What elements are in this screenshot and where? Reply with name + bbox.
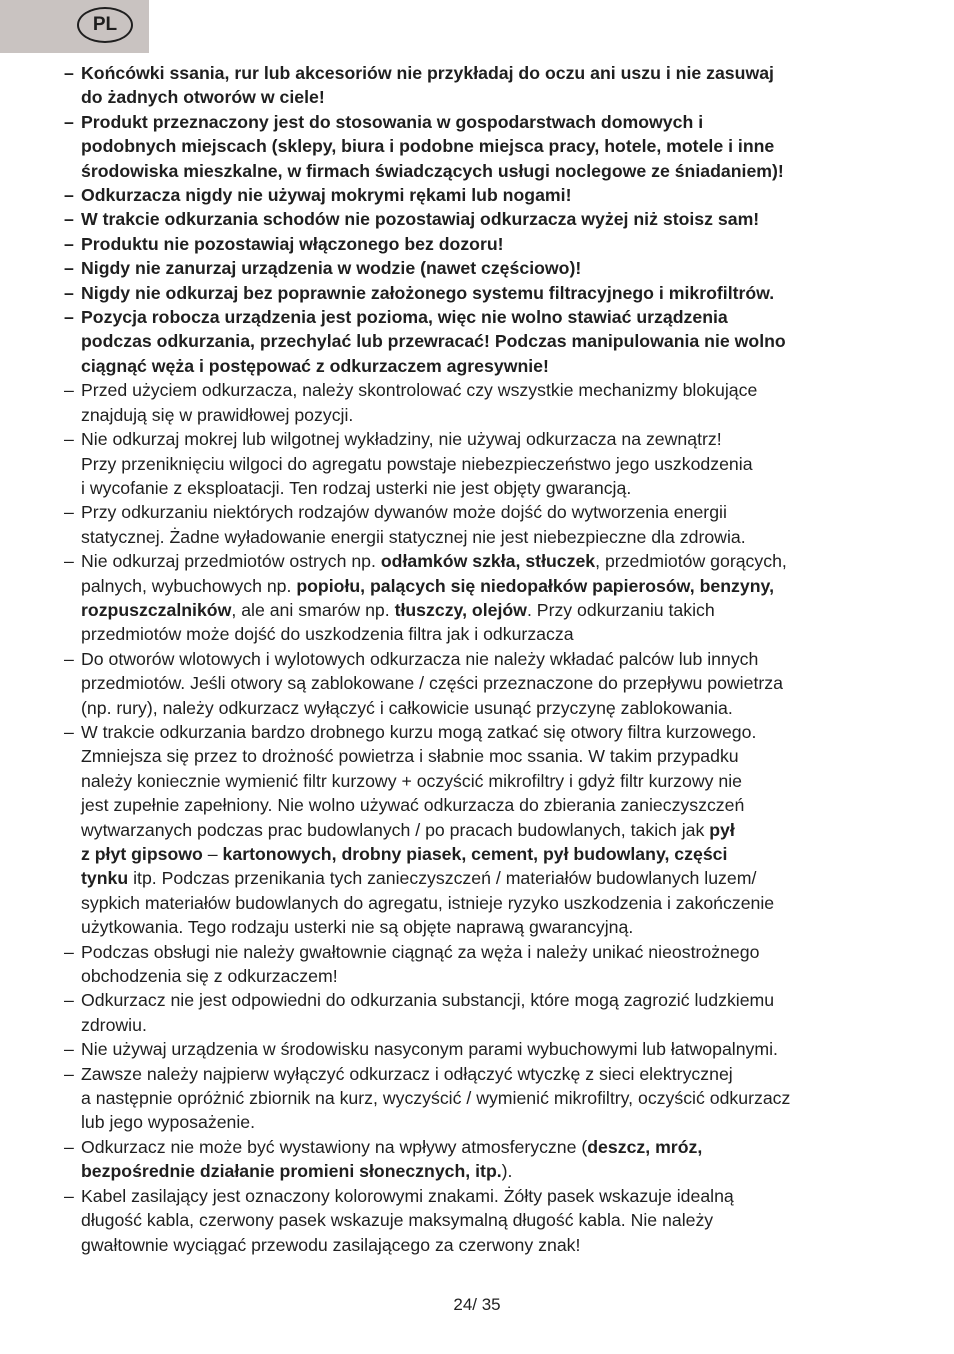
list-dash: – (64, 307, 74, 328)
list-dash: – (64, 941, 74, 962)
instruction-item (64, 305, 910, 378)
text-segment: Odkurzacza nigdy nie używaj mokrymi rękami lub nogami! (81, 185, 572, 206)
instruction-line (81, 598, 910, 622)
text-segment: użytkowania. Tego rodzaju usterki nie są objęte naprawą gwarancyjną. (81, 917, 634, 938)
instruction-line (81, 110, 910, 134)
text-segment: Przy odkurzaniu niektórych rodzajów dywanów może dojść do wytworzenia energii (81, 502, 727, 523)
list-dash: – (64, 233, 74, 254)
instruction-item (64, 1184, 910, 1257)
text-segment: zdrowiu. (81, 1014, 147, 1035)
instruction-line (81, 622, 910, 646)
text-segment: Nigdy nie odkurzaj bez poprawnie założonego systemu filtracyjnego i mikrofiltrów. (81, 282, 775, 303)
instruction-line (81, 720, 910, 744)
instruction-item (64, 720, 910, 940)
list-dash: – (64, 63, 74, 83)
text-segment: obchodzenia się z odkurzaczem! (81, 966, 338, 987)
text-segment: Produkt przeznaczony jest do stosowania w gospodarstwach domowych i (81, 111, 704, 132)
instruction-line (81, 452, 910, 476)
instruction-line (81, 256, 910, 280)
instruction-line (81, 1110, 910, 1134)
instruction-line (81, 1208, 910, 1232)
instruction-line (81, 281, 910, 305)
text-segment: przedmiotów. Jeśli otwory są zablokowane / części przeznaczone do przepływu powietrza (81, 673, 783, 694)
list-dash: – (64, 429, 74, 450)
text-segment: , ale ani smarów np. (231, 599, 395, 620)
instruction-line (81, 61, 910, 85)
list-dash: – (64, 258, 74, 279)
instruction-line (81, 1037, 910, 1061)
text-segment: Nie odkurzaj przedmiotów ostrych np. (81, 551, 381, 572)
language-badge: PL (77, 7, 133, 43)
instruction-line (81, 183, 910, 207)
text-segment: Przed użyciem odkurzacza, należy skontrolować czy wszystkie mechanizmy blokujące (81, 380, 758, 401)
instruction-line (81, 1184, 910, 1208)
text-segment: Podczas obsługi nie należy gwałtownie ciągnąć za węża i należy unikać nieostrożnego (81, 941, 760, 962)
text-segment: przedmiotów może dojść do uszkodzenia filtra jak i odkurzacza (81, 624, 574, 645)
instruction-line (81, 744, 910, 768)
text-segment: Nie odkurzaj mokrej lub wilgotnej wykładziny, nie używaj odkurzacza na zewnątrz! (81, 429, 722, 450)
instruction-line (81, 866, 910, 890)
text-segment: środowiska mieszkalne, w firmach świadczących usługi noclegowe ze śniadaniem)! (81, 160, 784, 181)
text-segment: (np. rury), należy odkurzacz wyłączyć i całkowicie usunąć przyczynę zablokowania. (81, 697, 733, 718)
text-segment: wytwarzanych podczas prac budowlanych / po pracach budowlanych, takich jak (81, 819, 710, 840)
instruction-line (81, 988, 910, 1012)
instruction-line (81, 671, 910, 695)
list-dash: – (64, 551, 74, 572)
text-segment: podczas odkurzania, przechylać lub przewracać! Podczas manipulowania nie wolno (81, 331, 786, 352)
text-segment: sypkich materiałów budowlanych do agregatu, istnieje ryzyko uszkodzenia i zakończenie (81, 892, 775, 913)
text-segment: – (202, 844, 223, 864)
bold-text-segment: popiołu, palących się niedopałków papierosów, benzyny, (296, 575, 774, 596)
text-segment: Zmniejsza się przez to drożność powietrza i słabnie moc ssania. W takim przypadku (81, 746, 739, 767)
text-segment: . Przy odkurzaniu takich (526, 599, 715, 620)
instruction-item (64, 1037, 910, 1061)
text-segment: Pozycja robocza urządzenia jest pozioma, więc nie wolno stawiać urządzenia (81, 307, 728, 328)
instruction-line (81, 891, 910, 915)
list-dash: – (64, 990, 74, 1011)
instruction-line (81, 1086, 910, 1110)
list-dash: – (64, 1063, 74, 1084)
instruction-line (81, 769, 910, 793)
instruction-line (81, 159, 910, 183)
text-segment: gwałtownie wyciągać przewodu zasilającego za czerwony znak! (81, 1234, 581, 1255)
bold-text-segment: z płyt gipsowo (81, 844, 203, 864)
text-segment: Kabel zasilający jest oznaczony kolorowymi znakami. Żółty pasek wskazuje idealną (81, 1185, 734, 1206)
list-dash: – (64, 648, 74, 669)
instruction-line (81, 940, 910, 964)
text-segment: Zawsze należy najpierw wyłączyć odkurzacz i odłączyć wtyczkę z sieci elektrycznej (81, 1063, 733, 1084)
list-dash: – (64, 502, 74, 523)
safety-instructions-list (64, 61, 910, 1257)
instruction-item (64, 940, 910, 989)
instruction-line (81, 1013, 910, 1037)
bold-text-segment: kartonowych, drobny piasek, cement, pył budowlany, części (222, 844, 728, 864)
instruction-item (64, 378, 910, 427)
instruction-item (64, 1062, 910, 1135)
list-dash: – (64, 380, 74, 401)
text-segment: Przy przeniknięciu wilgoci do agregatu powstaje niebezpieczeństwo jego uszkodzenia (81, 453, 753, 474)
text-segment: Końcówki ssania, rur lub akcesoriów nie przykładaj do oczu ani uszu i nie zasuwaj (81, 63, 774, 83)
instruction-line (81, 500, 910, 524)
text-segment: długość kabla, czerwony pasek wskazuje maksymalną długość kabla. Nie należy (81, 1210, 714, 1231)
list-dash: – (64, 1136, 74, 1157)
bold-text-segment: odłamków szkła, stłuczek (380, 551, 596, 572)
instruction-line (81, 403, 910, 427)
instruction-line (81, 696, 910, 720)
text-segment: do żadnych otworów w ciele! (81, 87, 325, 108)
instruction-item (64, 500, 910, 549)
text-segment: Nigdy nie zanurzaj urządzenia w wodzie (nawet częściowo)! (81, 258, 582, 279)
text-segment: , przedmiotów gorących, (595, 551, 787, 572)
instruction-line (81, 964, 910, 988)
text-segment: Odkurzacz nie jest odpowiedni do odkurzania substancji, które mogą zagrozić ludzkiemu (81, 990, 775, 1011)
bold-text-segment: bezpośrednie działanie promieni słonecznych, itp. (81, 1161, 502, 1182)
text-segment: należy koniecznie wymienić filtr kurzowy + oczyścić mikrofiltry i gdyż filtr kurzowy nie (81, 770, 743, 791)
bold-text-segment: deszcz, mróz, (587, 1136, 703, 1157)
instruction-line (81, 915, 910, 939)
instruction-line (81, 305, 910, 329)
instruction-item (64, 207, 910, 231)
text-segment: statycznej. Żadne wyładowanie energii statycznej nie jest niebezpieczne dla zdrowia. (81, 526, 746, 547)
text-segment: jest zupełnie zapełniony. Nie wolno używać odkurzacza do zbierania zanieczyszczeń (81, 795, 745, 816)
instruction-line (81, 1233, 910, 1257)
text-segment: Nie używaj urządzenia w środowisku nasyconym parami wybuchowymi lub łatwopalnymi. (81, 1039, 778, 1060)
instruction-line (81, 818, 910, 842)
bold-text-segment: rozpuszczalników (81, 599, 232, 620)
instruction-line (81, 134, 910, 158)
text-segment: podobnych miejscach (sklepy, biura i podobne miejsca pracy, hotele, motele i inne (81, 136, 775, 157)
list-dash: – (64, 1185, 74, 1206)
instruction-line (81, 378, 910, 402)
instruction-item (64, 647, 910, 720)
instruction-item (64, 988, 910, 1037)
list-dash: – (64, 721, 74, 742)
list-dash: – (64, 1039, 74, 1060)
instruction-item (64, 549, 910, 647)
text-segment: i wycofanie z eksploatacji. Ten rodzaj usterki nie jest objęty gwarancją. (81, 477, 632, 498)
text-segment: itp. Podczas przenikania tych zanieczyszczeń / materiałów budowlanych luzem/ (128, 868, 757, 889)
instruction-line (81, 232, 910, 256)
text-segment: Odkurzacz nie może być wystawiony na wpływy atmosferyczne ( (81, 1136, 588, 1157)
instruction-line (81, 85, 910, 109)
text-segment: W trakcie odkurzania schodów nie pozostawiaj odkurzacza wyżej niż stoisz sam! (81, 209, 760, 230)
instruction-item (64, 110, 910, 183)
instruction-line (81, 793, 910, 817)
instruction-line (81, 1159, 910, 1183)
text-segment: ). (501, 1161, 513, 1182)
instruction-line (81, 574, 910, 598)
list-dash: – (64, 185, 74, 206)
bold-text-segment: pył (709, 819, 735, 840)
instruction-line (81, 842, 910, 866)
list-dash: – (64, 111, 74, 132)
instruction-line (81, 329, 910, 353)
text-segment: palnych, wybuchowych np. (81, 575, 297, 596)
text-segment: W trakcie odkurzania bardzo drobnego kurzu mogą zatkać się otwory filtra kurzowego. (81, 721, 757, 742)
instruction-item (64, 183, 910, 207)
instruction-item (64, 61, 910, 110)
list-dash: – (64, 282, 74, 303)
instruction-line (81, 354, 910, 378)
text-segment: ciągnąć węża i postępować z odkurzaczem agresywnie! (81, 355, 549, 376)
instruction-item (64, 1135, 910, 1184)
text-segment: znajdują się w prawidłowej pozycji. (81, 404, 354, 425)
instruction-line (81, 549, 910, 573)
instruction-line (81, 1135, 910, 1159)
text-segment: Do otworów wlotowych i wylotowych odkurzacza nie należy wkładać palców lub innych (81, 648, 759, 669)
language-tab (0, 0, 149, 53)
instruction-line (81, 1062, 910, 1086)
instruction-line (81, 525, 910, 549)
instruction-item (64, 232, 910, 256)
instruction-line (81, 476, 910, 500)
instruction-line (81, 427, 910, 451)
bold-text-segment: tynku (81, 868, 129, 889)
instruction-item (64, 256, 910, 280)
instruction-line (81, 647, 910, 671)
text-segment: a następnie opróżnić zbiornik na kurz, wyczyścić / wymienić mikrofiltry, oczyścić odkurzacz (81, 1088, 791, 1109)
page-number: 24/ 35 (453, 1295, 501, 1314)
instruction-item (64, 427, 910, 500)
instruction-line (81, 207, 910, 231)
text-segment: lub jego wyposażenie. (81, 1112, 256, 1133)
list-dash: – (64, 209, 74, 230)
instruction-item (64, 281, 910, 305)
bold-text-segment: tłuszczy, olejów (394, 599, 527, 620)
text-segment: Produktu nie pozostawiaj włączonego bez dozoru! (81, 233, 504, 254)
